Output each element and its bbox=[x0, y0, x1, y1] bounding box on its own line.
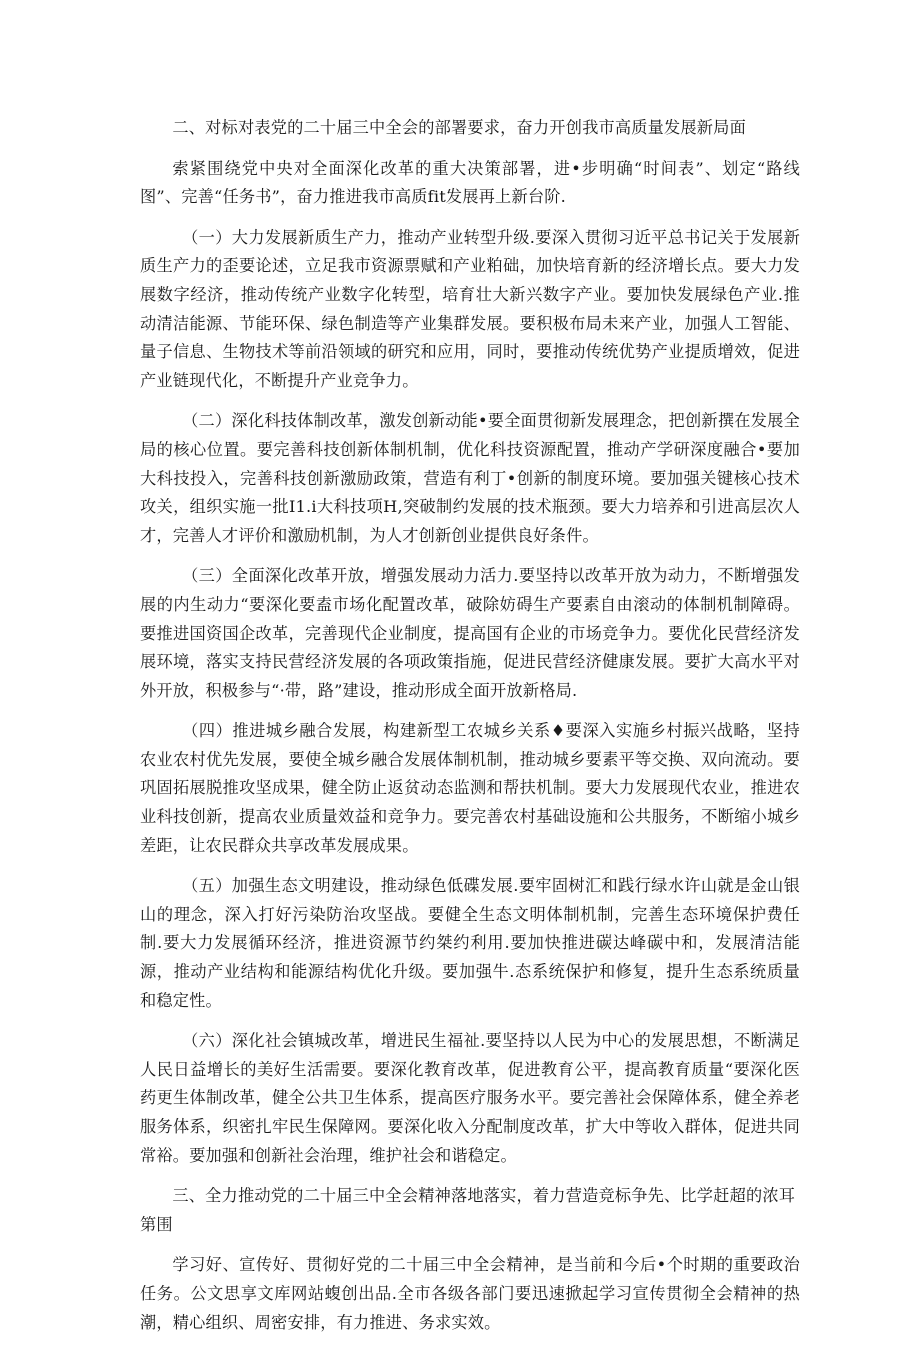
item-one-paragraph: （一）大力发展新质生产力，推动产业转型升级.要深入贯彻习近平总书记关于发展新质生产力的歪要论述，立足我市资源票赋和产业粕础，加快培育新的经济增长点。要大力发展数字经济，推动传统产业数字化转型，培育壮大新兴数字产业。要加快发展绿色产业.推动清洁能源、节能环保、绿色制造等产业集群发展。要积极布局未来产业，加强人工智能、量子信息、生物技术等前沿领域的研究和应用，同时，要推动传统优势产业提质增效，促进产业链现代化，不断提升产业竞争力。 bbox=[140, 227, 800, 390]
document-page bbox=[140, 114, 800, 1349]
item-two-paragraph: （二）深化科技体制改革，激发创新动能•要全面贯彻新发展理念，把创新撰在发展全局的核心位置。要完善科技创新体制机制，优化科技资源配置，推动产学研深度融合•要加大科技投入，完善科技创新激励政策，营造有利丁•创新的制度环境。要加强关键核心技术攻关，组织实施一批I1.i大科技项H,突破制约发展的技术瓶颈。要大力培养和引进高层次人才，完善人才评价和激励机制，为人才创新创业提供良好条件。 bbox=[140, 411, 800, 545]
item-four-paragraph: （四）推进城乡融合发展，构建新型工农城乡关系♦要深入实施乡村振兴战略，坚持农业农村优先发展，要使全城乡融合发展体制机制，推动城乡要素平等交换、双向流动。要巩固拓展脱推攻坚成果，健全防止返贫动态监测和帮扶机制。要大力发展现代农业，推进农业科技创新，提高农业质量效益和竞争力。要完善农村基础设施和公共服务，不断缩小城乡差距，让农民群众共享改革发展成果。 bbox=[140, 721, 800, 855]
section-two-heading: 二、对标对表党的二十届三中全会的部署要求，奋力开创我市高质量发展新局面 bbox=[172, 118, 746, 137]
section-three-heading: 三、全力推动党的二十届三中全会精神落地落实，着力营造竞标争先、比学赶超的浓耳第围 bbox=[140, 1186, 796, 1234]
section-three-body: 学习好、宣传好、贯彻好党的二十届三中全会精神，是当前和今后•个时期的重要政治任务。公文思享文库网站蝮创出品.全市各级各部门要迅速掀起学习宣传贯彻全会精神的热潮，精心组织、周密安排，有力推进、务求实效。 bbox=[140, 1255, 800, 1332]
item-three-paragraph: （三）全面深化改革开放，增强发展动力活力.要坚持以改革开放为动力，不断增强发展的内生动力“要深化要盍市场化配置改革，破除妨碍生产要素自由滚动的体制机制障碍。要推进国资国企改革，完善现代企业制度，提高国有企业的市场竞争力。要优化民营经济发展环境，落实支持民营经济发展的各项政策指施，促进民营经济健康发展。要扩大高水平对外开放，积极参与“·带，路”建设，推动形成全面开放新格局. bbox=[140, 566, 800, 700]
item-five-paragraph: （五）加强生态文明建设，推动绿色低碟发展.要牢固树汇和践行绿水许山就是金山银山的理念，深入打好污染防治攻坚战。要健全生态文明体制机制，完善生态环境保护费任制.要大力发展循环经济，推进资源节约桀约利用.要加快推进碳达峰碳中和，发展清洁能源，推动产业结构和能源结构优化升级。要加强牛.态系统保护和修复，提升生态系统质量和稳定性。 bbox=[140, 876, 800, 1010]
item-six-paragraph: （六）深化社会镇城改革，增进民生福祉.要坚持以人民为中心的发展思想，不断满足人民日益增长的美好生活需要。要深化教育改革，促进教育公平，提高教育质量“要深化医药更生体制改革，健全公共卫生体系，提高医疗服务水平。要完善社会保障体系，健全养老服务体系，织密扎牢民生保障网。要深化收入分配制度改革，扩大中等收入群体，促进共同常裕。要加强和创新社会治理，维护社会和谐稳定。 bbox=[140, 1031, 800, 1165]
section-two-intro: 索紧围绕党中央对全面深化改革的重大决策部署，进•步明确“时间表”、划定“路线图”、完善“任务书”，奋力推进我市高质fit发展再上新台阶. bbox=[140, 158, 800, 207]
